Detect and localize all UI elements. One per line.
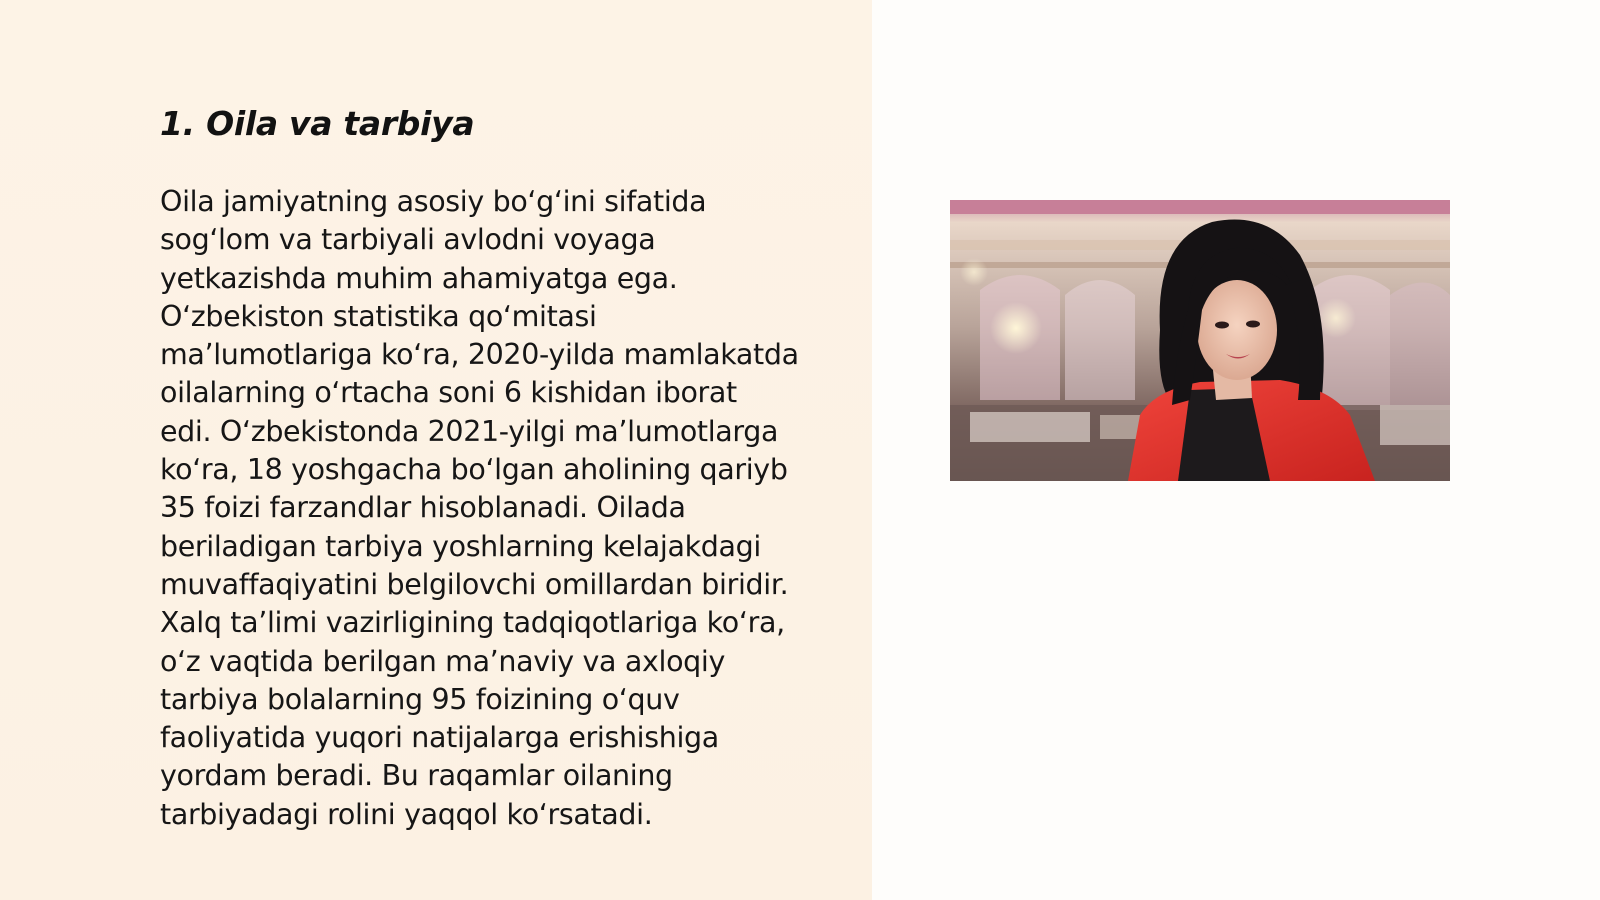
- paragraph-line: beriladigan tarbiya yoshlarning kelajakdagi: [160, 529, 761, 563]
- paragraph-line: oʻz vaqtida berilgan maʼnaviy va axloqiy: [160, 644, 725, 678]
- paragraph-line: koʻra, 18 yoshgacha boʻlgan aholining qariyb: [160, 453, 788, 487]
- paragraph-line: tarbiya bolalarning 95 foizining oʻquv: [160, 682, 680, 716]
- paragraph-line: edi. Oʻzbekistonda 2021-yilgi maʼlumotlarga: [160, 414, 779, 448]
- presenter-photo: [950, 200, 1450, 481]
- paragraph-line: yetkazishda muhim ahamiyatga ega.: [160, 261, 678, 295]
- paragraph-line: faoliyatida yuqori natijalarga erishishiga: [160, 721, 719, 755]
- paragraph-line: maʼlumotlariga koʻra, 2020-yilda mamlakatda: [160, 338, 799, 372]
- paragraph-line: muvaffaqiyatini belgilovchi omillardan biridir.: [160, 567, 789, 601]
- slide-paragraph: [160, 183, 850, 834]
- paragraph-line: yordam beradi. Bu raqamlar oilaning: [160, 759, 673, 793]
- paragraph-line: Xalq taʼlimi vazirligining tadqiqotlariga koʻra,: [160, 606, 785, 640]
- paragraph-line: Oila jamiyatning asosiy boʻgʻini sifatida: [160, 185, 707, 218]
- paragraph-line: sogʻlom va tarbiyali avlodni voyaga: [160, 223, 656, 257]
- paragraph-line: 35 foizi farzandlar hisoblanadi. Oilada: [160, 491, 686, 525]
- presenter-photo-illustration: [950, 200, 1450, 481]
- paragraph-line: oilalarning oʻrtacha soni 6 kishidan iborat: [160, 376, 737, 410]
- paragraph-line: tarbiyadagi rolini yaqqol koʻrsatadi.: [160, 797, 653, 831]
- paragraph-line: Oʻzbekiston statistika qoʻmitasi: [160, 299, 597, 333]
- slide-title: 1. Oila va tarbiya: [160, 104, 475, 143]
